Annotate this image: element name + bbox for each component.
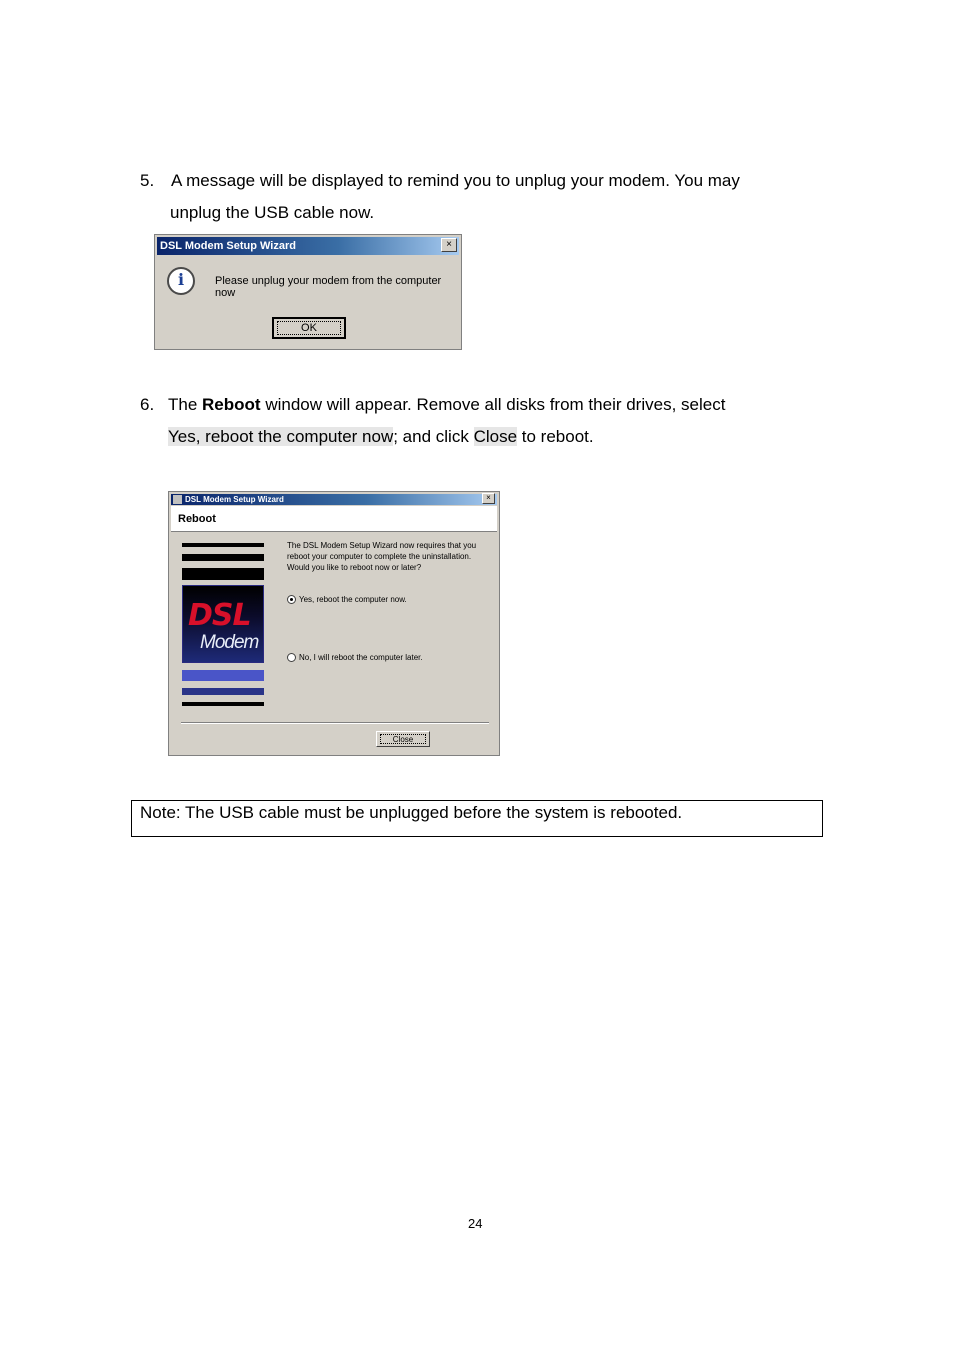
unplug-modem-dialog bbox=[154, 234, 462, 350]
reboot-description: The DSL Modem Setup Wizard now requires that you reboot your computer to complete the uninstallation. Would you like to reboot now or later? bbox=[287, 541, 477, 572]
divider bbox=[181, 722, 489, 724]
close-button[interactable]: Close bbox=[376, 731, 430, 747]
step-6-line-2: Yes, reboot the computer now; and click Close to reboot. bbox=[168, 427, 594, 446]
dialog-message: Please unplug your modem from the computer now bbox=[215, 275, 442, 299]
reboot-dialog bbox=[168, 491, 500, 756]
reboot-word: Reboot bbox=[202, 395, 261, 414]
ok-button[interactable]: OK bbox=[272, 317, 346, 339]
step-5-number: 5. bbox=[140, 171, 155, 190]
info-icon: i bbox=[167, 267, 195, 295]
radio-selected-icon[interactable] bbox=[287, 595, 296, 604]
dialog-title-bar bbox=[157, 237, 459, 255]
page-number: 24 bbox=[468, 1216, 483, 1231]
decorative-bar bbox=[182, 670, 264, 681]
decorative-bar bbox=[182, 543, 264, 547]
app-icon bbox=[173, 495, 182, 504]
close-word-highlight: Close bbox=[473, 427, 518, 446]
step-6-line-1: The Reboot window will appear. Remove all disks from their drives, select bbox=[168, 395, 726, 414]
option-text-highlight: Yes, reboot the computer now bbox=[168, 427, 394, 446]
wizard-header bbox=[171, 506, 497, 532]
close-icon[interactable]: × bbox=[441, 238, 457, 252]
step-6-number: 6. bbox=[140, 395, 155, 414]
decorative-bar bbox=[182, 554, 264, 561]
radio-reboot-later[interactable]: No, I will reboot the computer later. bbox=[287, 653, 423, 662]
radio-reboot-now[interactable]: Yes, reboot the computer now. bbox=[287, 595, 407, 604]
decorative-bar bbox=[182, 702, 264, 706]
radio-unselected-icon[interactable] bbox=[287, 653, 296, 662]
wizard-header-title: Reboot bbox=[178, 513, 216, 525]
dialog-title: DSL Modem Setup Wizard bbox=[160, 240, 296, 252]
step-5-line-1: A message will be displayed to remind you to unplug your modem. You may bbox=[171, 171, 740, 190]
dialog-title-bar bbox=[171, 494, 497, 505]
note-box bbox=[131, 800, 823, 837]
step-5-line-2: unplug the USB cable now. bbox=[170, 203, 375, 222]
close-icon[interactable]: × bbox=[482, 493, 495, 504]
note-text: Note: The USB cable must be unplugged before the system is rebooted. bbox=[140, 803, 683, 822]
decorative-bar bbox=[182, 568, 264, 580]
dsl-modem-logo: DSL Modem bbox=[182, 585, 264, 663]
decorative-bar bbox=[182, 688, 264, 695]
dialog-title: DSL Modem Setup Wizard bbox=[185, 495, 284, 504]
